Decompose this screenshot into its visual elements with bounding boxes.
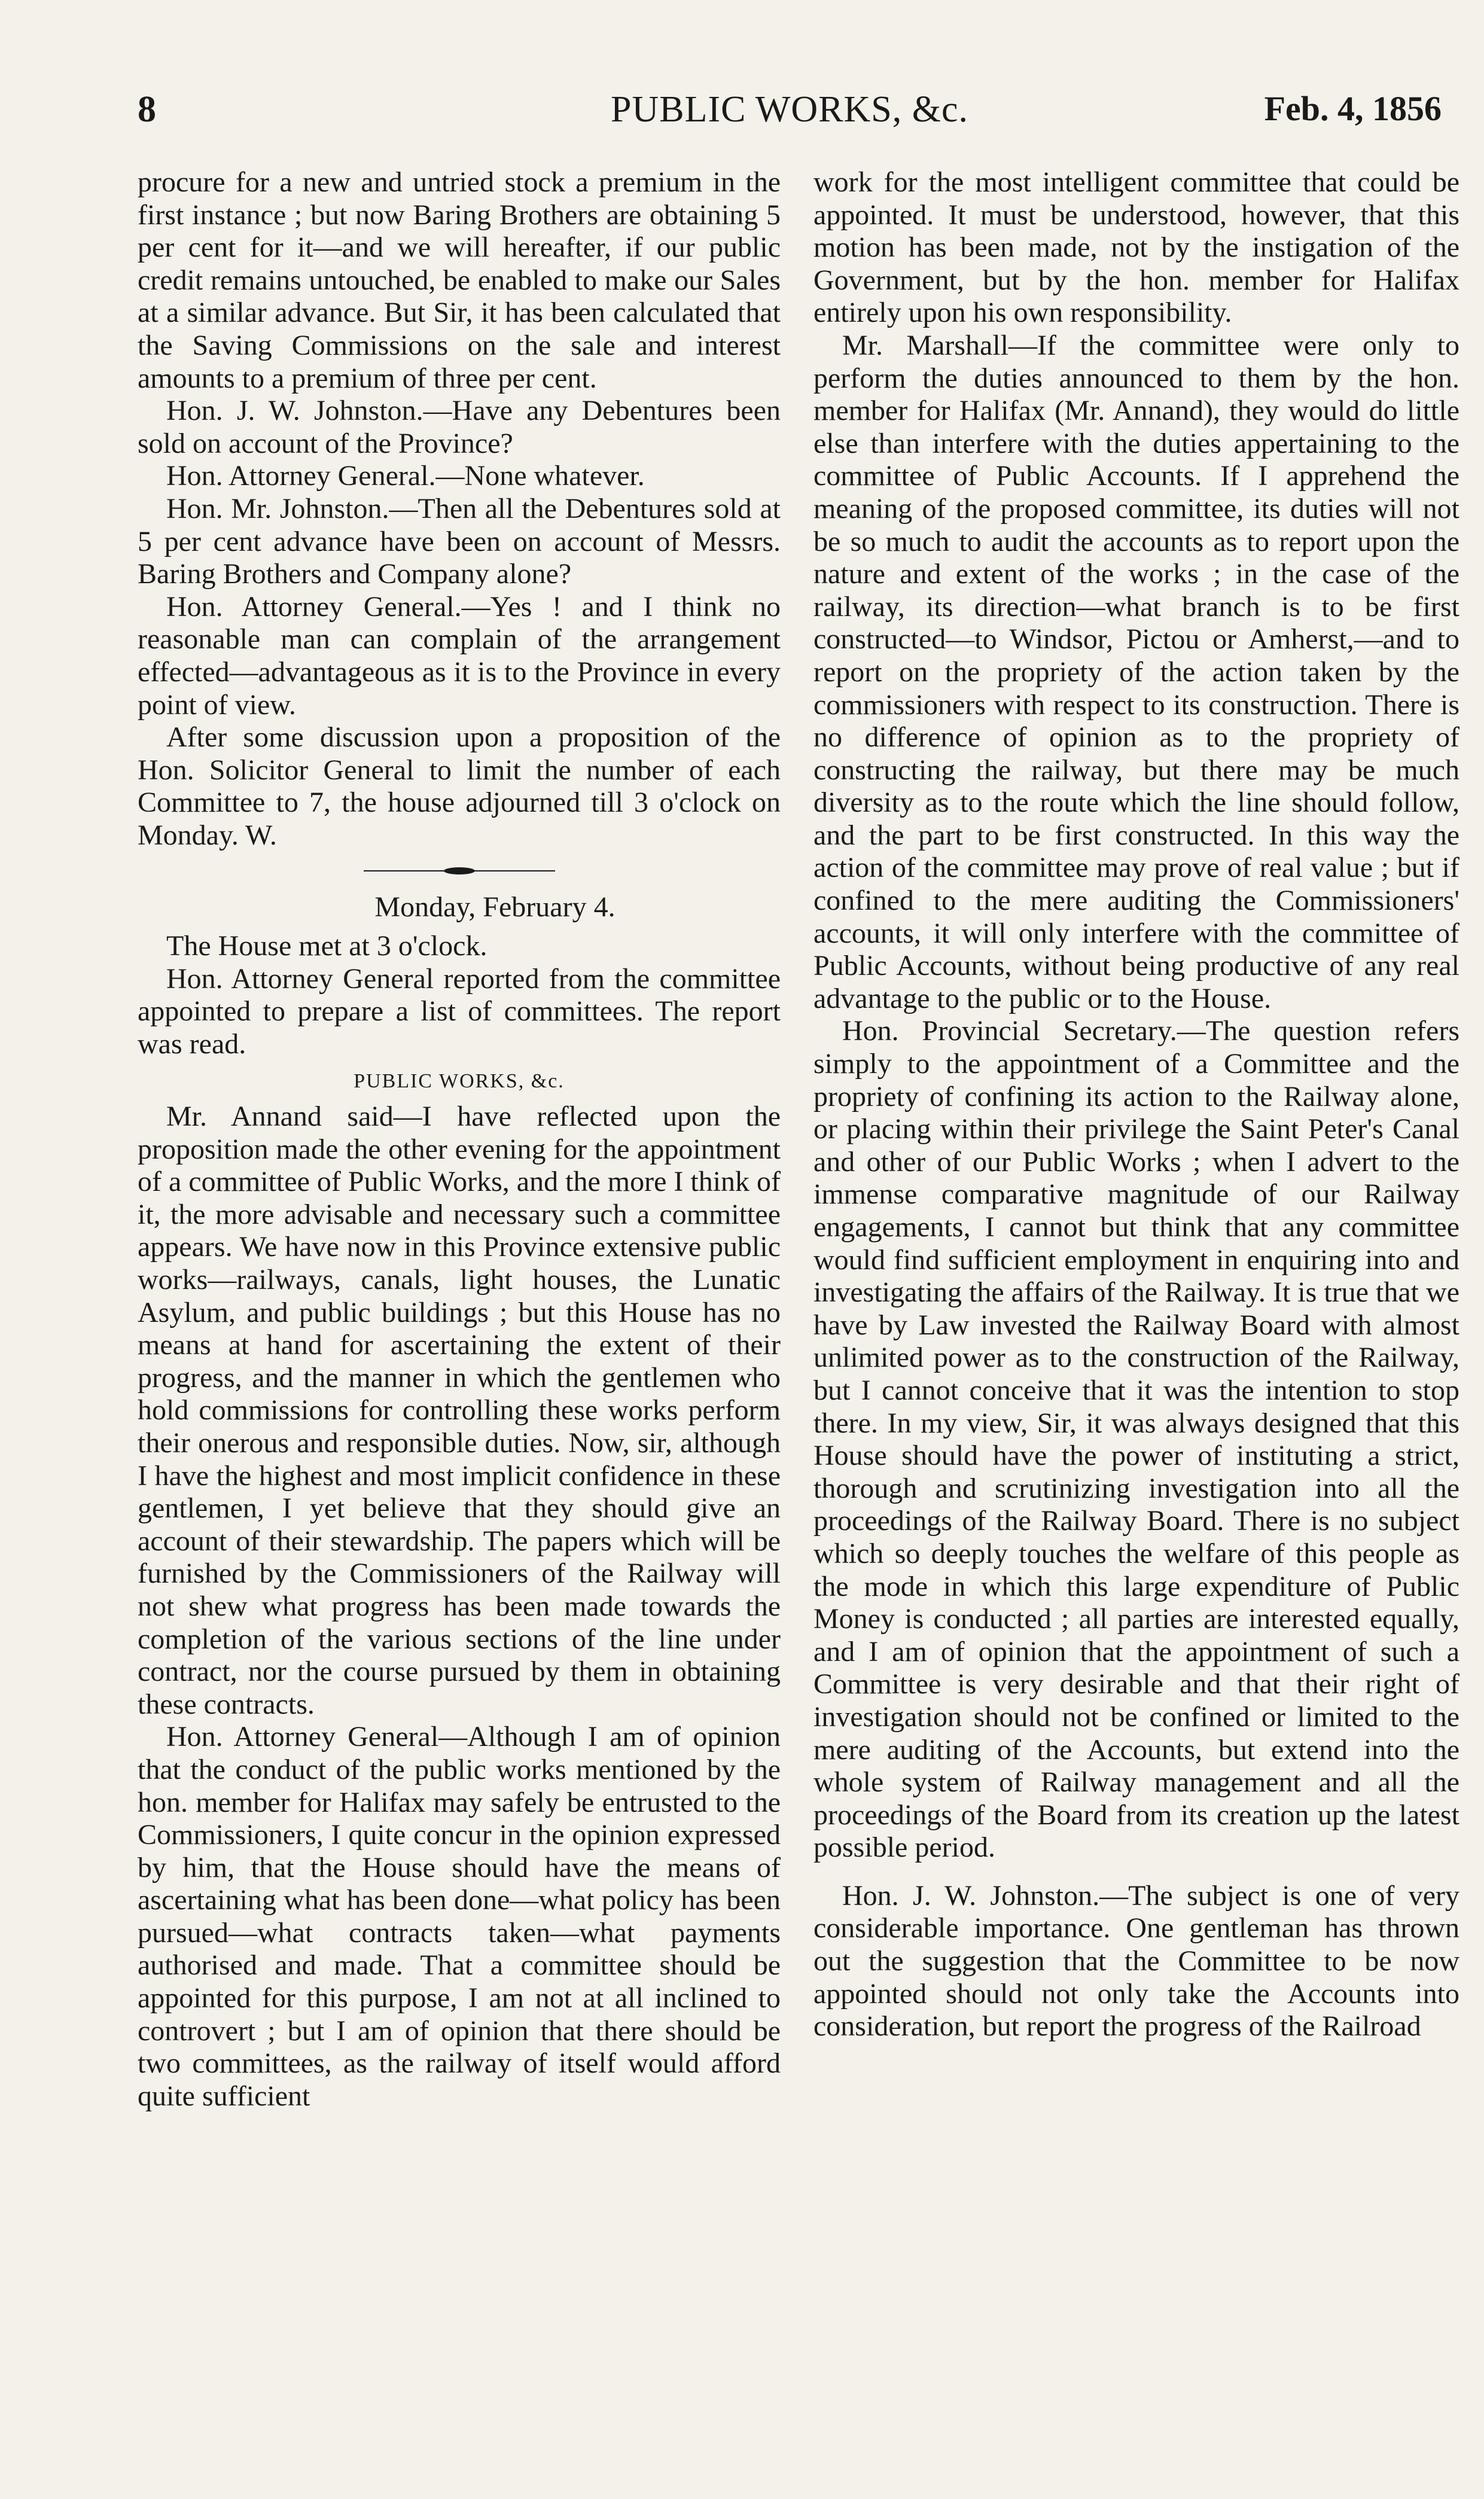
- paragraph: The House met at 3 o'clock.: [166, 930, 487, 962]
- paragraph: After some discussion upon a proposition of the Hon. Solicitor General to limit the number of each Committee to 7, the house adjourned till 3 o'clock on Monday. W.: [138, 721, 781, 851]
- section-divider: [364, 865, 555, 877]
- paragraph: Hon. Attorney General reported from the committee appointed to prepare a list of committees. The report was read.: [138, 962, 781, 1060]
- day-heading: Monday, February 4.: [374, 891, 615, 924]
- right-column: [813, 166, 1459, 2043]
- page-title: PUBLIC WORKS, &c.: [610, 89, 968, 130]
- paragraph: Hon. Attorney General—Although I am of opinion that the conduct of the public works mentioned by the hon. member for Halifax may safely be entrusted to the Commissioners, I quite concur in the opinion expressed by him, that the House should have the means of ascertaining what has been done—what policy has been pursued—what contracts taken—what payments authorised and made. That a committee should be appointed for this purpose, I am not at all inclined to controvert ; but I am of opinion that there should be two committees, as the railway of itself would afford quite sufficient: [138, 1721, 781, 2112]
- paragraph: Hon. J. W. Johnston.—Have any Debentures been sold on account of the Province?: [138, 395, 781, 459]
- left-column: [138, 166, 781, 2113]
- paragraph: Hon. Attorney General.—None whatever.: [166, 460, 645, 492]
- paragraph: Hon. Mr. Johnston.—Then all the Debentures sold at 5 per cent advance have been on account of Messrs. Baring Brothers and Company alone?: [138, 492, 781, 590]
- page-header: [138, 89, 1442, 136]
- paragraph: Hon. Attorney General.—Yes ! and I think no reasonable man can complain of the arrangement effected—advantageous as it is to the Province in every point of view.: [138, 590, 781, 721]
- page-date: Feb. 4, 1856: [1264, 89, 1442, 128]
- paragraph: Mr. Marshall—If the committee were only to perform the duties announced to them by the hon. member for Halifax (Mr. Annand), they would do little else than interfere with the duties appertaining to the committee of Public Accounts. If I apprehend the meaning of the proposed committee, its duties will not be so much to audit the accounts as to report upon the nature and extent of the works ; in the case of the railway, its direction—what branch is to be first constructed—to Windsor, Pictou or Amherst,—and to report on the propriety of the action taken by the commissioners with respect to its construction. There is no difference of opinion as to the propriety of constructing the railway, but there may be much diversity as to the route which the line should follow, and the part to be first constructed. In this way the action of the committee may prove of real value ; but if confined to the mere auditing the Commissioners' accounts, it will only interfere with the committee of Public Accounts, without being productive of any real advantage to the public or to the House.: [813, 329, 1459, 1014]
- paragraph: Hon. J. W. Johnston.—The subject is one of very considerable importance. One gentleman has thrown out the suggestion that the Committee to be now appointed should not only take the Accounts into consideration, but report the progress of the Railroad: [813, 1879, 1459, 2043]
- section-heading: PUBLIC WORKS, &c.: [354, 1070, 565, 1093]
- page-number: 8: [138, 89, 156, 130]
- paragraph: Mr. Annand said—I have reflected upon the proposition made the other evening for the appointment of a committee of Public Works, and the more I think of it, the more advisable and necessary such a committee appears. We have now in this Province extensive public works—railways, canals, light houses, the Lunatic Asylum, and public buildings ; but this House has no means at hand for ascertaining the extent of their progress, and the manner in which the gentlemen who hold commissions for controlling these works perform their onerous and responsible duties. Now, sir, although I have the highest and most implicit confidence in these gentlemen, I yet believe that they should give an account of their stewardship. The papers which will be furnished by the Commissioners of the Railway will not shew what progress has been made towards the completion of the various sections of the line under contract, nor the course pursued by them in obtaining these contracts.: [138, 1101, 781, 1720]
- paragraph: work for the most intelligent committee that could be appointed. It must be understood, however, that this motion has been made, not by the instigation of the Government, but by the hon. member for Halifax entirely upon his own responsibility.: [813, 166, 1459, 329]
- paragraph: procure for a new and untried stock a premium in the first instance ; but now Baring Brothers are obtaining 5 per cent for it—and we will hereafter, if our public credit remains untouched, be enabled to make our Sales at a similar advance. But Sir, it has been calculated that the Saving Commissions on the sale and interest amounts to a premium of three per cent.: [138, 166, 781, 394]
- paragraph: Hon. Provincial Secretary.—The question refers simply to the appointment of a Committee and the propriety of confining its action to the Railway alone, or placing within their privilege the Saint Peter's Canal and other of our Public Works ; when I advert to the immense comparative magnitude of our Railway engagements, I cannot but think that any committee would find sufficient employment in enquiring into and investigating the affairs of the Railway. It is true that we have by Law invested the Railway Board with almost unlimited power as to the construction of the Railway, but I cannot conceive that it was the intention to stop there. In my view, Sir, it was always designed that this House should have the power of instituting a strict, thorough and scrutinizing investigation into all the proceedings of the Railway Board. There is no subject which so deeply touches the welfare of this people as the mode in which this large expenditure of Public Money is conducted ; all parties are interested equally, and I am of opinion that the appointment of such a Committee is very desirable and that their right of investigation should not be confined or limited to the mere auditing of the Accounts, but extend into the whole system of Railway management and all the proceedings of the Board from its creation up the latest possible period.: [813, 1015, 1459, 1864]
- spacer: [813, 1864, 1459, 1880]
